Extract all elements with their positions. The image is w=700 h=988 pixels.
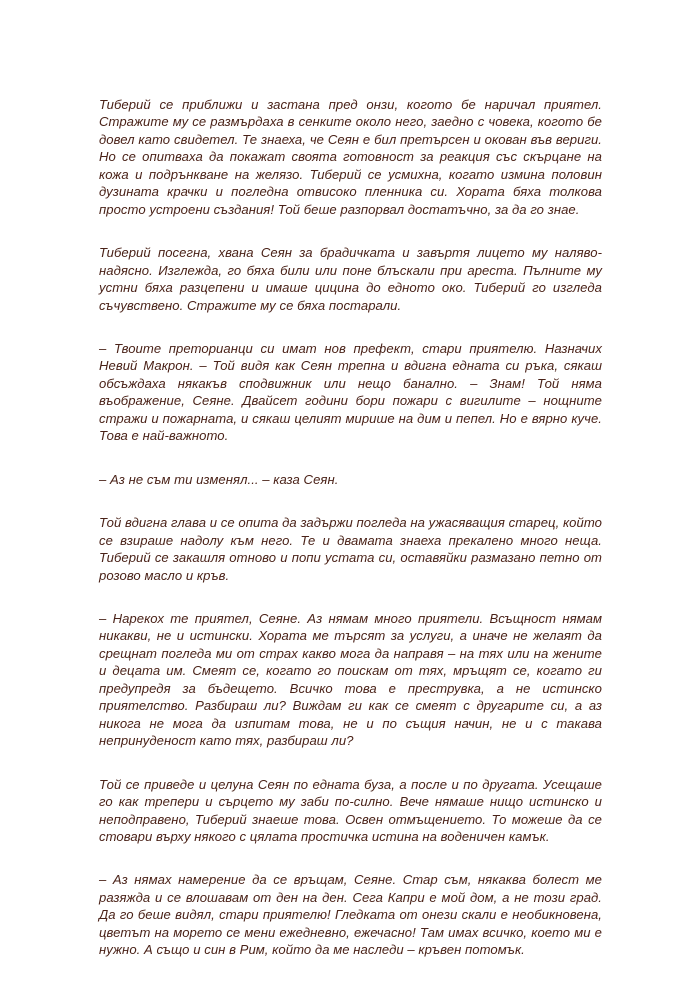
paragraph-3: – Твоите преторианци си имат нов префект, стари приятелю. Назначих Невий Макрон. – Той видя как Сеян трепна и вдигна едната си ръка, сякаш обсъждаха някакъв сподвижник или нещо банално. – Знам! Той няма въображение, Сеяне. Двайсет години бори пожари с вигилите – нощните стражи и пожарната, и сякаш целият мирише на дим и пепел. Но е вярно куче. Това е най-важното. — [99, 340, 602, 444]
text-body — [99, 96, 602, 985]
paragraph-6: – Нарекох те приятел, Сеяне. Аз нямам много приятели. Всъщност нямам никакви, не и истински. Хората ме търсят за услуги, а иначе не желаят да срещнат погледа ми от страх какво мога да направя – на тях или на жените и децата им. Смеят се, когато го поискам от тях, мръщят се, когато ги предупредя за бъдещето. Всичко това е преструвка, а не истинско приятелство. Разбираш ли? Виждам ги как се смеят с другарите си, а аз никога не мога да изпитам това, не и по същия начин, не и с такава непринуденост като тях, разбираш ли? — [99, 610, 602, 749]
paragraph-2: Тиберий посегна, хвана Сеян за брадичката и завъртя лицето му наляво-надясно. Изглежда, го бяха били или поне блъскали при ареста. Пълните му устни бяха разцепени и имаше цицина до едното око. Тиберий го изгледа съчувствено. Стражите му се бяха постарали. — [99, 245, 602, 313]
paragraph-8: – Аз нямах намерение да се връщам, Сеяне. Стар съм, някаква болест ме разяжда и се влошавам от ден на ден. Сега Капри е мой дом, а не този град. Да го беше видял, стари приятелю! Гледката от онези скали е необикновена, цветът на морето се мени ежедневно, ежечасно! Там имах всичко, което ми е нужно. А също и син в Рим, който да ме наследи – кръвен потомък. — [99, 872, 602, 958]
paragraph-4: – Аз не съм ти изменял... – каза Сеян. — [99, 471, 339, 487]
paragraph-5: Той вдигна глава и се опита да задържи погледа на ужасяващия старец, който се взираше надолу към него. Те и двамата знаеха прекалено много неща. Тиберий се закашля отново и попи устата си, оставяйки размазано петно от розово масло и кръв. — [99, 515, 602, 583]
paragraph-1: Тиберий се приближи и застана пред онзи, когото бе наричал приятел. Стражите му се размърдаха в сенките около него, заедно с човека, когото бе довел като свидетел. Те знаеха, че Сеян е бил претърсен и окован във вериги. Но се опитваха да покажат своята готовност за реакция със скърцане на кожа и подрънкване на желязо. Тиберий се усмихна, когато измина половин дузината крачки и погледна отвисоко пленника си. Хората бяха толкова просто устроени създания! Той беше разпорвал достатъчно, за да го знае. — [99, 97, 602, 217]
paragraph-7: Той се приведе и целуна Сеян по едната буза, а после и по другата. Усещаше го как трепери и сърцето му заби по-силно. Вече нямаше нищо истинско и неподправено, Тиберий знаеше това. Освен отмъщението. То можеше да се стовари върху някого с цялата простичка истина на воденичен камък. — [99, 776, 602, 844]
